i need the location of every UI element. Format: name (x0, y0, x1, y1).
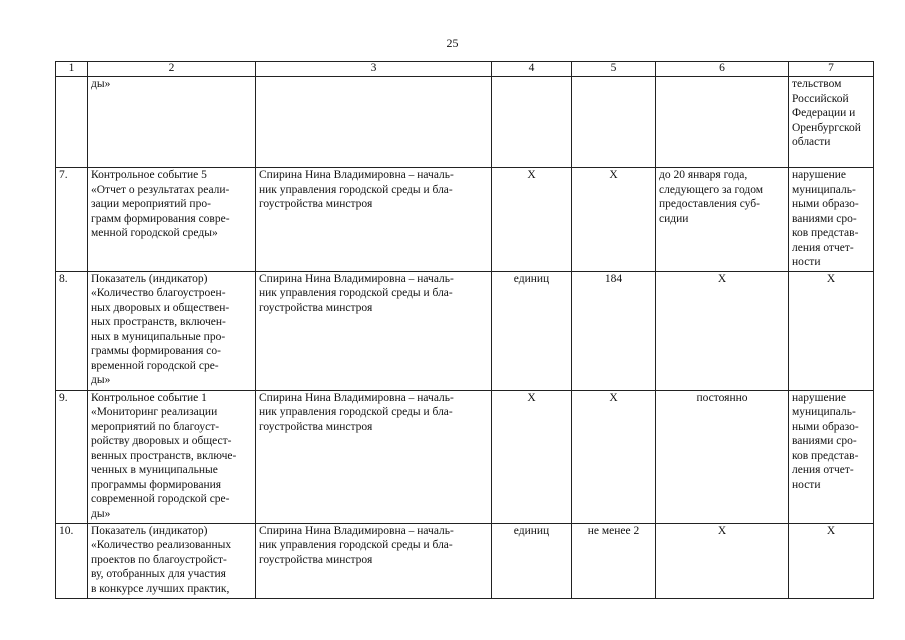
text-line: Российской (792, 92, 849, 105)
text-line: ды» (91, 374, 111, 386)
text-line: Спирина Нина Владимировна – началь- (259, 391, 454, 404)
text-line: ченных в муниципальные (91, 464, 218, 476)
cell-event (88, 271, 256, 390)
text-line: ник управления городской среды и бла- (259, 183, 453, 196)
header-col-1: 1 (56, 62, 88, 77)
cell-deadline (656, 168, 789, 272)
cell-risk (789, 390, 874, 523)
cell-responsible (256, 271, 492, 390)
cell-deadline (656, 77, 789, 168)
header-row (56, 62, 874, 77)
table-row (56, 271, 874, 390)
text-line: следующего за годом (659, 183, 764, 196)
text-line: ник управления городской среды и бла- (259, 406, 453, 418)
cell-value: Х (572, 390, 656, 523)
cell-responsible (256, 77, 492, 168)
cell-unit: единиц (492, 523, 572, 598)
cell-num (56, 77, 88, 168)
cell-event (88, 168, 256, 272)
text-line: ных дворовых и обществен- (91, 301, 230, 314)
text-line: Федерации и (792, 107, 856, 119)
text-line: Оренбургской (792, 121, 861, 134)
cell-event (88, 77, 256, 168)
text-line: Х (717, 524, 727, 537)
table-row (56, 523, 874, 598)
cell-num: 7. (56, 168, 88, 272)
text-line: нарушение (792, 391, 846, 404)
text-line: ды» (91, 78, 111, 90)
cell-num: 9. (56, 390, 88, 523)
text-line: гоустройства минстроя (259, 301, 373, 314)
text-line: менной городской среды» (91, 227, 218, 239)
cell-risk (789, 271, 874, 390)
text-line: ных в муниципальные про- (91, 330, 226, 343)
text-line: предоставления суб- (659, 198, 760, 210)
text-line: ных пространств, включен- (91, 316, 226, 328)
text-line: ву, отобранных для участия (91, 568, 226, 580)
header-col-5: 5 (572, 62, 656, 77)
header-col-6: 6 (656, 62, 789, 77)
cell-value: Х (572, 168, 656, 272)
text-line: Контрольное событие 5 (91, 169, 207, 181)
cell-risk (789, 168, 874, 272)
text-line: гоустройства минстроя (259, 198, 373, 210)
text-line: в конкурсе лучших практик, (91, 582, 230, 595)
continuation-row (56, 77, 874, 168)
cell-deadline (656, 390, 789, 523)
text-line: нарушение (792, 169, 846, 181)
text-line: Спирина Нина Владимировна – началь- (259, 524, 454, 537)
text-line: граммы формирования со- (91, 345, 221, 357)
cell-value (572, 77, 656, 168)
text-line: ными образо- (792, 420, 859, 433)
text-line: муниципаль- (792, 406, 856, 418)
text-line: тельством (792, 78, 842, 90)
text-line: временной городской сре- (91, 359, 219, 372)
text-line: проектов по благоустройст- (91, 553, 227, 566)
text-line: ваниями сро- (792, 435, 857, 447)
text-line: ник управления городской среды и бла- (259, 287, 453, 299)
cell-risk (789, 523, 874, 598)
header-col-7: 7 (789, 62, 874, 77)
text-line: ды» (91, 507, 111, 520)
text-line: Контрольное событие 1 (91, 391, 207, 404)
cell-deadline (656, 523, 789, 598)
text-line: Спирина Нина Владимировна – началь- (259, 169, 454, 181)
text-line: гоустройства минстроя (259, 553, 373, 566)
page-number: 25 (446, 36, 459, 50)
text-line: ков представ- (792, 227, 859, 239)
text-line: области (792, 136, 831, 148)
text-line: Х (826, 524, 836, 537)
text-line: ности (792, 478, 821, 491)
cell-event (88, 390, 256, 523)
text-line: Показатель (индикатор) (91, 524, 208, 537)
text-line: ления отчет- (792, 464, 854, 476)
text-line: Показатель (индикатор) (91, 272, 208, 285)
text-line: ройству дворовых и общест- (91, 435, 232, 447)
text-line: до 20 января года, (659, 169, 748, 181)
cell-responsible (256, 523, 492, 598)
cell-unit: Х (492, 168, 572, 272)
text-line: муниципаль- (792, 183, 856, 196)
cell-unit: Х (492, 390, 572, 523)
cell-unit: единиц (492, 271, 572, 390)
text-line: Х (717, 272, 727, 285)
text-line: сидии (659, 212, 689, 225)
text-line: Х (826, 272, 836, 285)
header-col-3: 3 (256, 62, 492, 77)
text-line: «Количество благоустроен- (91, 287, 226, 299)
text-line: зации мероприятий про- (91, 198, 211, 210)
cell-event (88, 523, 256, 598)
text-line: постоянно (696, 391, 748, 404)
header-col-2: 2 (88, 62, 256, 77)
text-line: гоустройства минстроя (259, 420, 373, 433)
text-line: ления отчет- (792, 241, 854, 254)
cell-deadline (656, 271, 789, 390)
text-line: ваниями сро- (792, 212, 857, 225)
text-line: Спирина Нина Владимировна – началь- (259, 272, 454, 285)
text-line: «Отчет о результатах реали- (91, 183, 230, 196)
header-col-4: 4 (492, 62, 572, 77)
cell-num: 8. (56, 271, 88, 390)
text-line: современной городской сре- (91, 493, 230, 505)
cell-risk (789, 77, 874, 168)
text-line: программы формирования (91, 478, 222, 491)
cell-responsible (256, 390, 492, 523)
text-line: мероприятий по благоуст- (91, 420, 220, 433)
plan-table (55, 61, 874, 599)
text-line: ков представ- (792, 449, 859, 462)
table-row (56, 390, 874, 523)
text-line: ник управления городской среды и бла- (259, 539, 453, 551)
text-line: ными образо- (792, 198, 859, 210)
cell-responsible (256, 168, 492, 272)
table-row (56, 168, 874, 272)
cell-num: 10. (56, 523, 88, 598)
text-line: «Мониторинг реализации (91, 406, 218, 418)
text-line: «Количество реализованных (91, 539, 232, 551)
cell-value: 184 (572, 271, 656, 390)
cell-value: не менее 2 (572, 523, 656, 598)
text-line: ности (792, 256, 821, 268)
text-line: венных пространств, включе- (91, 449, 237, 462)
cell-unit (492, 77, 572, 168)
text-line: грамм формирования совре- (91, 212, 230, 225)
